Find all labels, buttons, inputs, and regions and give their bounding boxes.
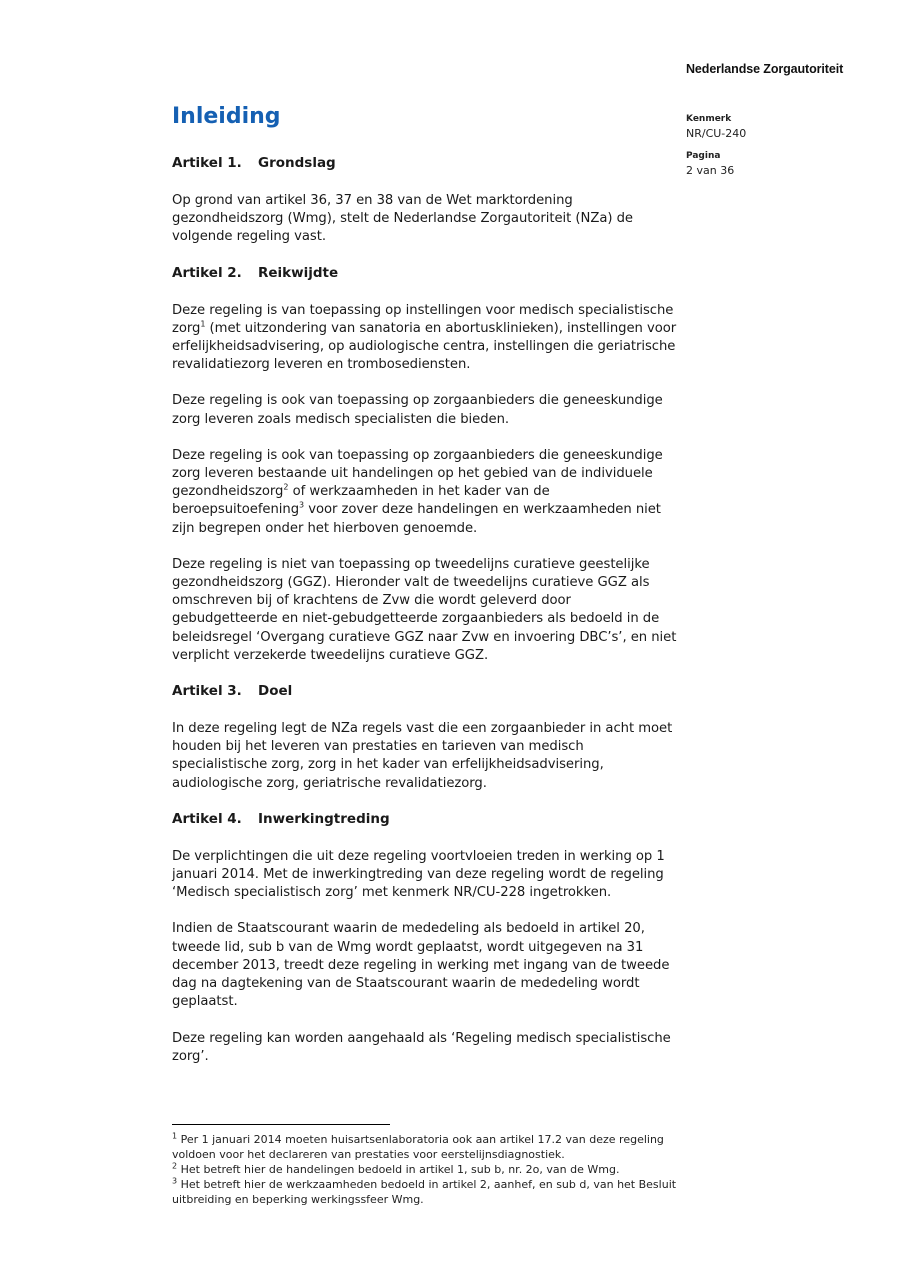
paragraph: Deze regeling is niet van toepassing op tweedelijns curatieve geestelijke gezondheidszorg (GGZ). Hieronder valt de tweedelijns curatieve GGZ als omschreven bij of krachtens de Zvw die wordt geleverd door gebudgetteerde en niet-gebudgetteerde zorgaanbieders als bedoeld in de beleidsregel ‘Overgang curatieve GGZ naar Zvw en invoering DBC’s’, en niet verplicht verzekerde tweedelijns curatieve GGZ. <box>172 556 677 663</box>
paragraph: Deze regeling is van toepassing op instellingen voor medisch specialistische zorg$^1$ (met uitzondering van sanatoria en abortusklinieken), instellingen voor erfelijkheidsadvisering, op audiologische centra, instellingen die geriatrische revalidatiezorg leveren en trombosediensten. <box>172 302 677 373</box>
paragraph: De verplichtingen die uit deze regeling voortvloeien treden in werking op 1 januari 2014. Met de inwerkingtreding van deze regeling wordt de regeling ‘Medisch specialistisch zorg’ met kenmerk NR/CU-228 ingetrokken. <box>172 848 665 901</box>
paragraph: Deze regeling is ook van toepassing op zorgaanbieders die geneeskundige zorg leveren zoals medisch specialisten die bieden. <box>172 393 663 427</box>
footnote-number: 1 <box>172 1131 178 1141</box>
article-1-heading <box>172 154 677 172</box>
organization-name: Nederlandse Zorgautoriteit <box>686 62 844 76</box>
kenmerk-label: Kenmerk <box>686 114 732 124</box>
footnote: $^2$ Het betreft hier de handelingen bedoeld in artikel 1, sub b, nr. 2o, van de Wmg. <box>172 1161 620 1176</box>
footnote-number: 2 <box>172 1161 178 1171</box>
paragraph: In deze regeling legt de NZa regels vast die een zorgaanbieder in acht moet houden bij het leveren van prestaties en tarieven van medisch specialistische zorg, zorg in het kader van erfelijkheidsadvisering, audiologische zorg, geriatrische revalidatiezorg. <box>172 721 673 791</box>
footnote-ref-3[interactable]: 3 <box>299 501 305 511</box>
kenmerk-value: NR/CU-240 <box>686 127 747 140</box>
article-title: Grondslag <box>258 155 336 171</box>
page-title: Inleiding <box>172 104 281 129</box>
footnote-number: 3 <box>172 1176 178 1186</box>
footnote: $^3$ Het betreft hier de werkzaamheden bedoeld in artikel 2, aanhef, en sub d, van het Besluit uitbreiding en beperking werkingssfeer Wmg. <box>172 1176 677 1206</box>
article-4-heading <box>172 810 677 828</box>
article-title: Inwerkingtreding <box>258 810 390 827</box>
paragraph: Deze regeling is ook van toepassing op zorgaanbieders die geneeskundige zorg leveren bestaande uit handelingen op het gebied van de individuele gezondheidszorg$^2$ of werkzaamheden in het kader van de beroepsuitoefening$^3$ voor zover deze handelingen en werkzaamheden niet zijn begrepen onder het hierboven genoemde. <box>172 447 663 536</box>
footnote: $^1$ Per 1 januari 2014 moeten huisartsenlaboratoria ook aan artikel 17.2 van deze regeling voldoen voor het declareren van prestaties voor eerstelijnsdiagnostiek. <box>172 1131 664 1161</box>
pagina-block <box>686 150 734 178</box>
pagina-value: 2 van 36 <box>686 164 735 177</box>
article-title: Doel <box>258 683 293 700</box>
pagina-label: Pagina <box>686 151 721 161</box>
footnote-ref-2[interactable]: 2 <box>283 482 289 492</box>
article-3-heading <box>172 682 677 700</box>
article-number: Artikel 1. <box>172 155 242 171</box>
footnotes <box>172 1132 677 1207</box>
article-number: Artikel 2. <box>172 264 242 281</box>
paragraph: Deze regeling kan worden aangehaald als ‘Regeling medisch specialistische zorg’. <box>172 1030 671 1064</box>
article-number: Artikel 3. <box>172 683 242 700</box>
footnote-divider <box>172 1124 390 1125</box>
article-number: Artikel 4. <box>172 810 242 827</box>
paragraph: Op grond van artikel 36, 37 en 38 van de Wet marktordening gezondheidszorg (Wmg), stelt de Nederlandse Zorgautoriteit (NZa) de volgende regeling vast. <box>172 193 633 245</box>
footnote-ref-1[interactable]: 1 <box>200 319 206 329</box>
article-title: Reikwijdte <box>258 264 339 281</box>
article-2-heading <box>172 264 677 282</box>
paragraph: Indien de Staatscourant waarin de mededeling als bedoeld in artikel 20, tweede lid, sub b van de Wmg wordt geplaatst, wordt uitgegeven na 31 december 2013, treedt deze regeling in werking met ingang van de tweede dag na dagtekening van de Staatscourant waarin de mededeling wordt geplaatst. <box>172 921 670 1010</box>
kenmerk-block <box>686 113 746 141</box>
document-body <box>172 154 677 1066</box>
